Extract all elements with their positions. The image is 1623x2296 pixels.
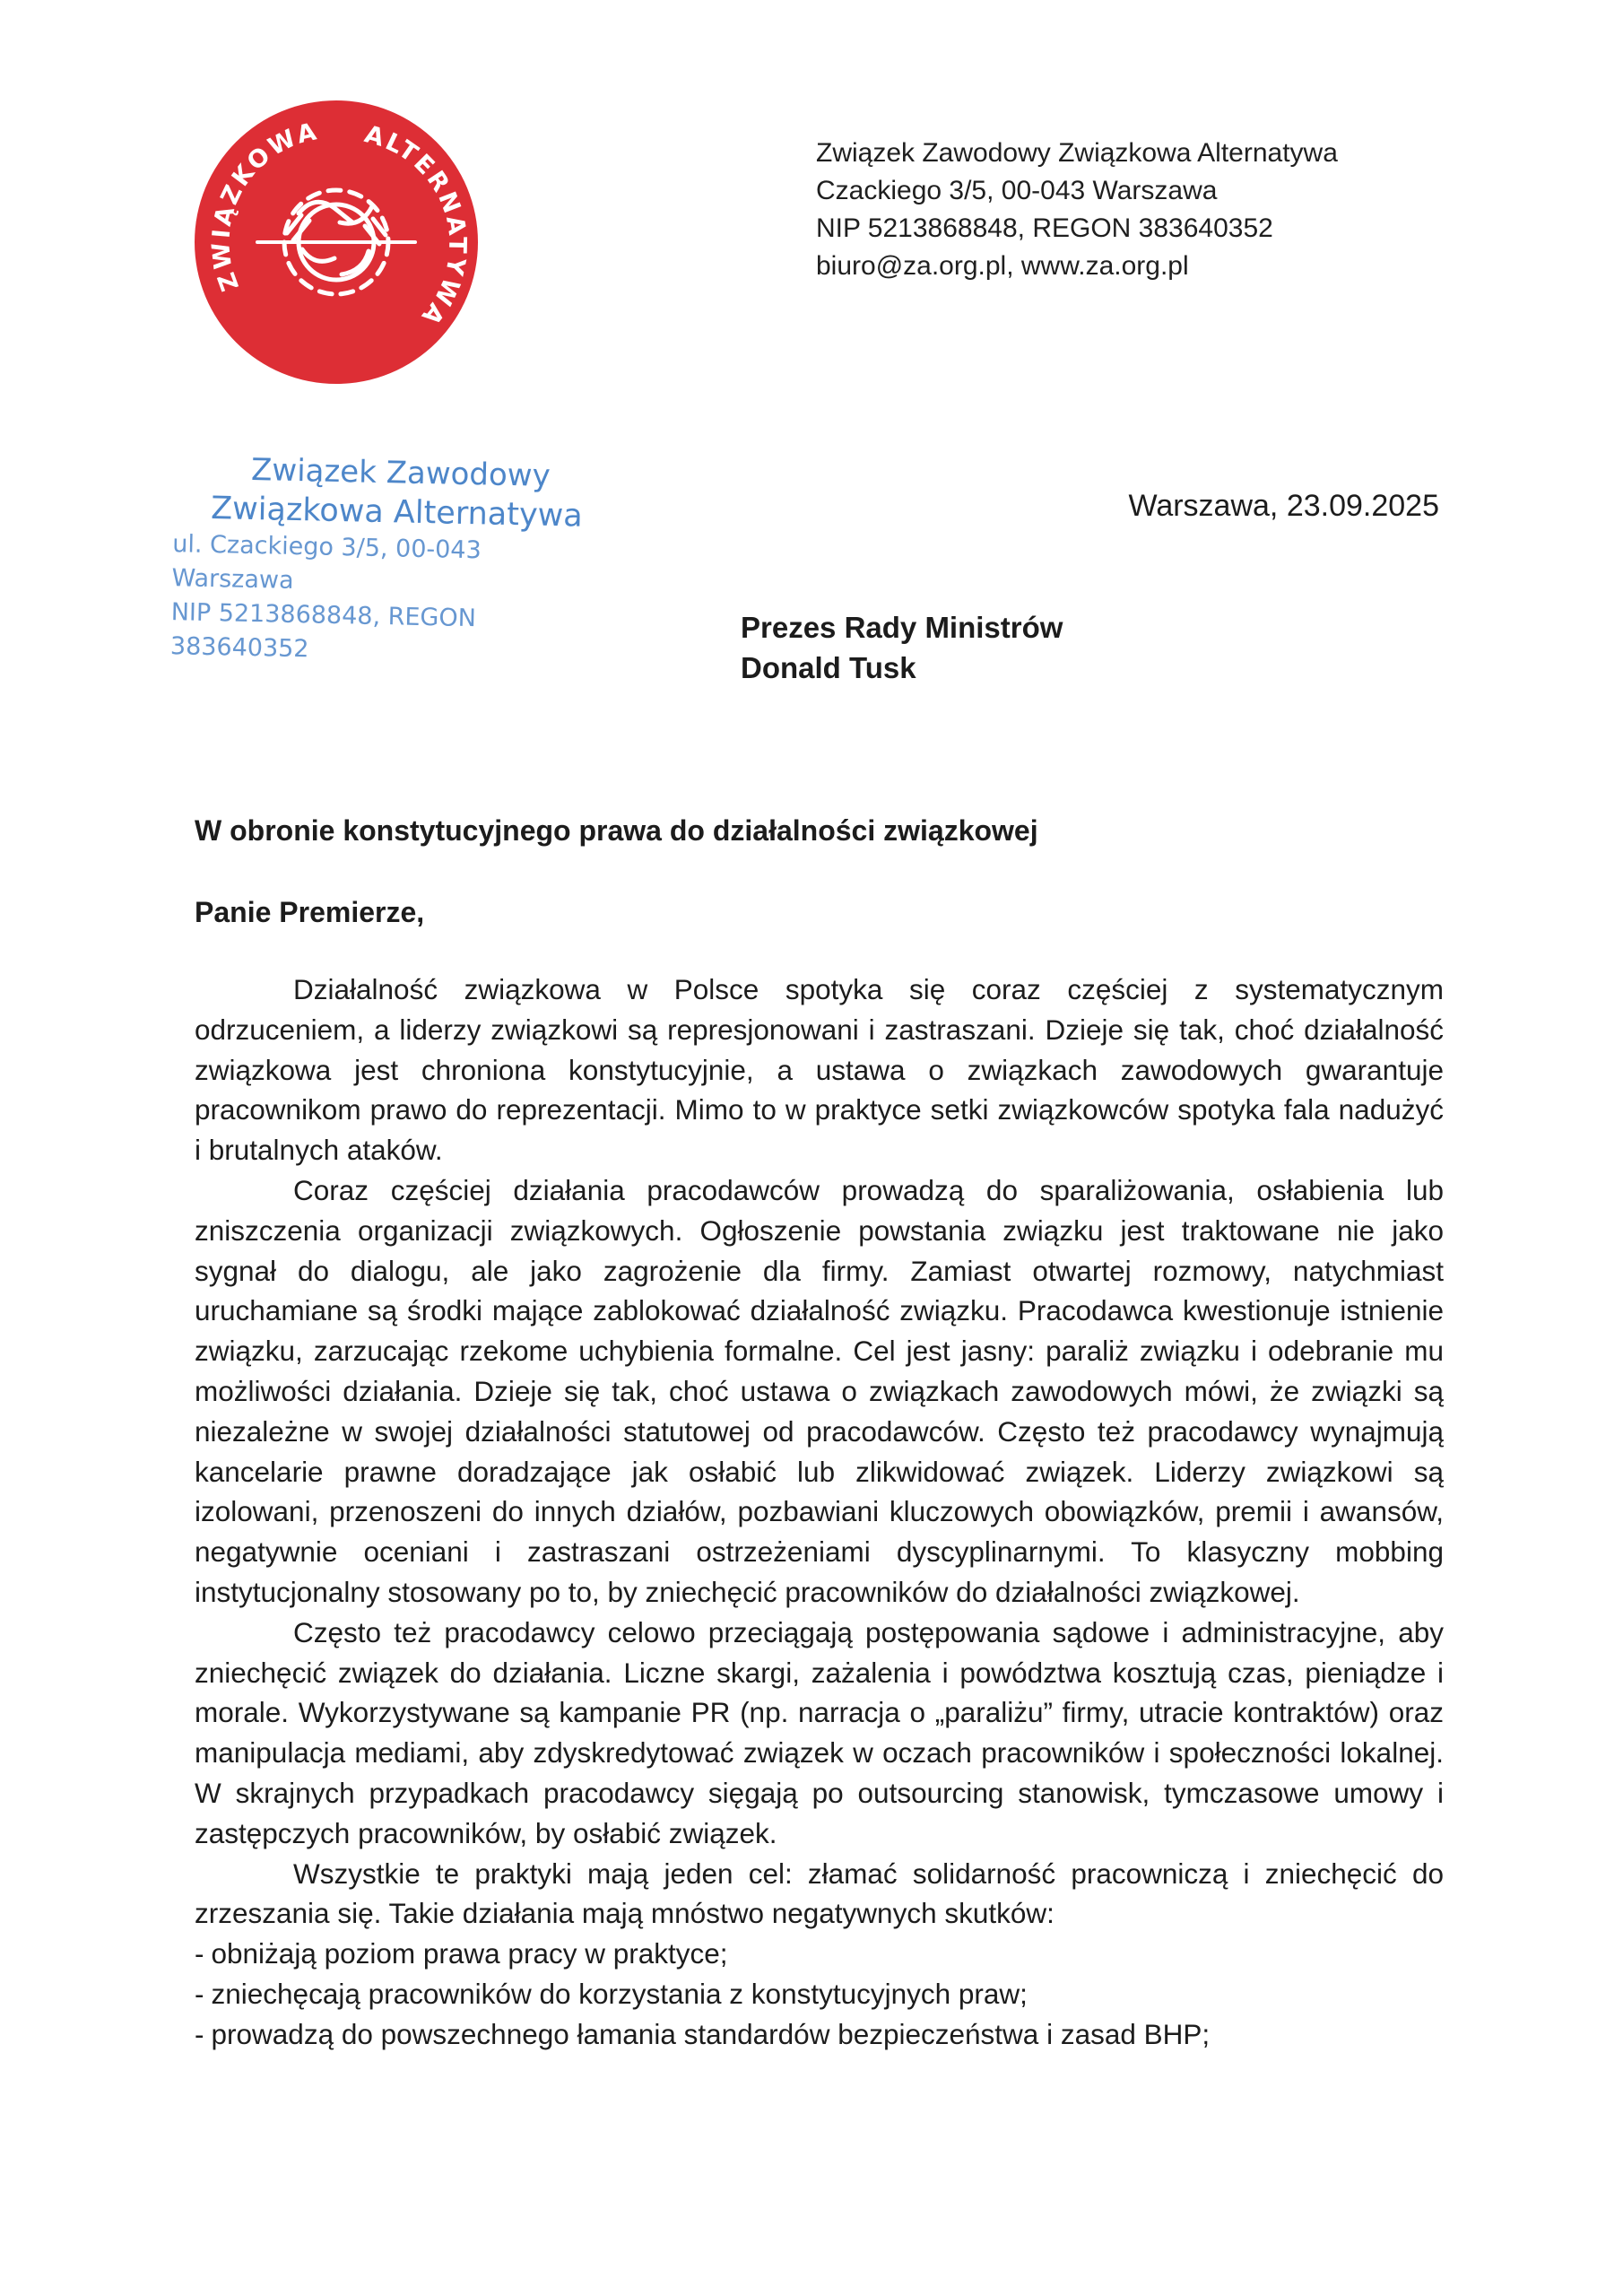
logo-text-right: ALTERNATYWA (361, 120, 472, 332)
list-item: - obniżają poziom prawa pracy w praktyce; (195, 1937, 728, 1970)
addressee-title: Prezes Rady Ministrów (741, 611, 1063, 644)
stamp-line-3: ul. Czackiego 3/5, 00-043 Warszawa (171, 530, 482, 595)
body-paragraph: Często też pracodawcy celowo przeciągają postępowania sądowe i administracyjne, aby zniechęcić związek do działania. Liczne skargi, zażalenia i powództwa kosztują czas, pieniądze i morale. Wykorzystywane są kampanie PR (np. narracja o „paraliżu” firmy, utracie kontraktów) oraz manipulacja mediami, aby zdyskredytować związek w oczach pracowników i społeczności lokalnej. W skrajnych przypadkach pracodawcy sięgają po outsourcing stanowisk, tymczasowe umowy i zastępczych pracowników, by osłabić związek. (195, 1615, 1444, 1849)
list-item: - prowadzą do powszechnego łamania standardów bezpieczeństwa i zasad BHP; (195, 2017, 1211, 2050)
stamp-line-2: Związkowa Alternatywa (210, 491, 584, 535)
union-logo (193, 99, 480, 386)
stamp-line-1: Związek Zawodowy (250, 451, 551, 494)
body-paragraph: Wszystkie te praktyki mają jeden cel: złamać solidarność pracowniczą i zniechęcić do zrzeszania się. Takie działania mają mnóstwo negatywnych skutków: (195, 1857, 1444, 1930)
body-paragraph: Coraz częściej działania pracodawców prowadzą do sparaliżowania, osłabienia lub zniszczenia organizacji związkowych. Ogłoszenie powstania związku jest traktowane nie jako sygnał do dialogu, ale jako zagrożenie dla firmy. Zamiast otwartej rozmowy, natychmiast uruchamiane są środki mające zablokować działalność związku. Pracodawca kwestionuje istnienie związku, zarzucając rzekome uchybienia formalne. Cel jest jasny: paraliż związku i odebranie mu możliwości działania. Dzieje się tak, choć ustawa o związkach zawodowych mówi, że związki są niezależne w swojej działalności statutowej od pracodawców. Często też pracodawcy wynajmują kancelarie prawne doradzające jak osłabić lub zlikwidować związek. Liderzy związkowi są izolowani, przenoszeni do innych działów, pozbawiani kluczowych obowiązków, premii i awansów, negatywnie oceniani i zastraszani ostrzeżeniami dyscyplinarnymi. To klasyczny mobbing instytucjonalny stosowany po to, by zniechęcić pracowników do działalności związkowej. (195, 1173, 1444, 1608)
list-item: - zniechęcają pracowników do korzystania z konstytucyjnych praw; (195, 1977, 1028, 2010)
list-item-text: zniechęcają pracowników do korzystania z konstytucyjnych praw; (211, 1977, 1028, 2010)
addressee-block (741, 607, 1063, 688)
organization-stamp (169, 448, 595, 673)
letter-salutation: Panie Premierze, (195, 896, 425, 928)
list-item-text: obniżają poziom prawa pracy w praktyce; (211, 1937, 728, 1970)
sender-contact: biuro@za.org.pl, www.za.org.pl (816, 251, 1189, 281)
body-paragraph: Działalność związkowa w Polsce spotyka się coraz częściej z systematycznym odrzuceniem, a liderzy związkowi są represjonowani i zastraszani. Dzieje się tak, choć działalność związkowa jest chroniona konstytucyjnie, a ustawa o związkach zawodowych gwarantuje pracownikom prawo do reprezentacji. Mimo to w praktyce setki związkowców spotyka fala nadużyć i brutalnych ataków. (195, 973, 1444, 1167)
sender-ids: NIP 5213868848, REGON 383640352 (816, 213, 1273, 243)
addressee-name: Donald Tusk (741, 651, 916, 684)
effects-list (195, 1934, 1444, 2054)
list-item-text: prowadzą do powszechnego łamania standardów bezpieczeństwa i zasad BHP; (211, 2017, 1211, 2050)
sender-address: Czackiego 3/5, 00-043 Warszawa (816, 176, 1218, 205)
letter-date: Warszawa, 23.09.2025 (1128, 489, 1439, 523)
letter-body (195, 970, 1444, 2055)
sender-name: Związek Zawodowy Związkowa Alternatywa (816, 138, 1338, 168)
logo-text-top: ZWIĄZKOWA (206, 117, 322, 295)
sender-block (816, 135, 1338, 285)
letter-subject: W obronie konstytucyjnego prawa do działalności związkowej (195, 814, 1038, 847)
stamp-line-4: NIP 5213868848, REGON 383640352 (169, 598, 477, 664)
